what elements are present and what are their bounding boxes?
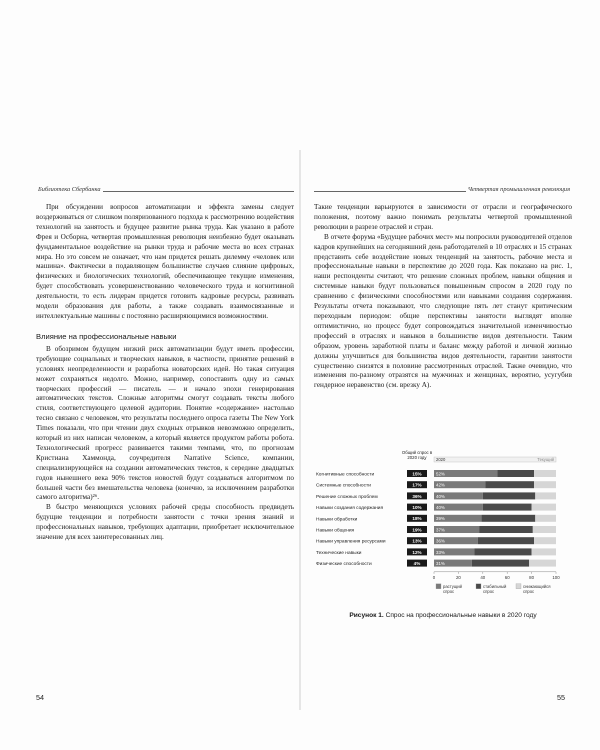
category-label: Навыки общения — [316, 528, 355, 534]
data-label: 40% — [436, 493, 445, 499]
category-label: Навыки создания содержания — [316, 506, 384, 512]
figure — [314, 448, 572, 619]
legend-label: стабильный — [483, 583, 507, 589]
bar-segment — [535, 515, 556, 522]
bar-segment — [534, 470, 556, 477]
bar-segment — [474, 548, 531, 555]
legend-label: спрос — [483, 588, 495, 594]
bar-segment — [532, 504, 556, 511]
x-tick-label: 0 — [432, 574, 436, 580]
legend-swatch — [516, 584, 521, 589]
x-tick-label: 60 — [504, 574, 510, 580]
paragraph: При обсуждении вопросов автоматизации и эффекта замены следует воздерживаться от слишком поляризованного подхода к рассмотрению воздействия технологий на занятость и будущее развитие рынка труда. Как указано в работе Фрея и Осборна, четвертая промышленная революция неизбежно будет оказывать фундаментальное воздействие на рынки труда и рабочие места во всех странах мира. Но это совсем не означает, что нам придется решать дилемму «человек или машина». Фактически в подавляющем большинстве случаев слияние цифровых, физических и биологических технологий, обеспечивающее текущие изменения, будет способствовать усовершенствованию человеческого труда и когнитивной деятельности, то есть лидерам придется готовить кадровые ресурсы, развивать модели образования для работы, а также создавать взаимосвязанные и интеллектуальные машины с постоянно расширяющимися возможностями. — [36, 203, 294, 320]
legend-label: спрос — [443, 588, 455, 594]
figure-label: Рисунок 1. — [349, 612, 384, 619]
bar-header-left: 2020 — [436, 457, 446, 462]
share-label: 36% — [412, 493, 422, 499]
bar-segment — [529, 560, 556, 567]
data-label: 52% — [436, 471, 445, 477]
bar-segment — [485, 481, 534, 488]
figure-caption — [314, 612, 572, 619]
bar-segment — [479, 526, 533, 533]
category-label: Физические способности — [316, 562, 372, 568]
bar-segment — [472, 560, 529, 567]
data-label: 40% — [436, 505, 445, 510]
x-tick-label: 100 — [552, 574, 560, 580]
x-tick-label: 80 — [529, 574, 535, 580]
running-head-right — [314, 186, 572, 195]
bar-segment — [532, 548, 556, 555]
running-head-title: Библиотека Сбербанка — [38, 186, 101, 193]
paragraph: В отчете форума «Будущее рабочих мест» мы попросили руководителей отделов кадров крупнейших на сегодняшний день работодателей в 10 отраслях и 15 странах представить себе воздействие новых тенденций на занятость, рабочие места и профессиональные навыки в перспективе до 2020 года. Как показано на рис. 1, наши респонденты считают, что решение сложных проблем, навыки общения и системные навыки будут пользоваться повышенным спросом в 2020 году по сравнению с физическими способностями или навыками создания содержания. Результаты отчета показывают, что следующие пять лет станут критическим переходным периодом: общие перспективы занятости выглядят вполне оптимистично, но процесс будет сопровождаться значительной изменчивостью профессий в отраслях и навыков в большинстве видов деятельности. Таким образом, уровень заработной платы и баланс между работой и личной жизнью должны улучшиться для большинства видов деятельности, гарантии занятости существенно снизятся в половине рассмотренных отраслей. Также очевидно, что изменения по-разному отразятся на мужчинах и женщинах, вероятно, усугубив гендерное неравенство (см. врезку А). — [314, 232, 572, 390]
data-label: 33% — [436, 549, 445, 555]
share-label: 17% — [412, 482, 422, 488]
data-label: 42% — [436, 482, 445, 488]
share-label: 13% — [412, 538, 422, 544]
share-label: 15% — [412, 471, 422, 477]
skills-demand-chart — [314, 448, 572, 608]
bar-segment — [483, 492, 535, 499]
bar-segment — [534, 481, 556, 488]
bar-segment — [483, 504, 532, 511]
legend-label: спрос — [523, 588, 535, 594]
category-label: Решение сложных проблем — [316, 494, 378, 500]
x-tick-label: 40 — [480, 574, 486, 580]
bar-segment — [478, 537, 534, 544]
legend-swatch — [476, 584, 481, 589]
bar-segment — [535, 492, 556, 499]
bar-segment — [534, 537, 556, 544]
page-number-left: 54 — [36, 693, 44, 702]
data-label: 31% — [436, 561, 445, 566]
page-number-right: 55 — [557, 693, 565, 702]
legend-swatch — [436, 584, 441, 589]
data-label: 39% — [436, 516, 445, 522]
section-heading: Влияние на профессиональные навыки — [36, 331, 177, 341]
data-label: 37% — [436, 527, 445, 533]
running-head-left — [36, 186, 294, 195]
category-label: Системные способности — [316, 483, 371, 489]
share-label: 4% — [413, 561, 421, 566]
share-label: 19% — [412, 527, 422, 533]
left-page — [36, 186, 294, 686]
share-label: 10% — [412, 505, 422, 510]
legend-label: снижающийся — [523, 583, 551, 589]
right-page — [314, 186, 572, 686]
column-header-line: Общий спрос в — [401, 450, 433, 455]
category-label: Навыки обработки — [316, 517, 358, 523]
running-head-title: Четвертая промышленная революция — [467, 186, 570, 193]
paragraph: В быстро меняющихся условиях рабочей среды способность предвидеть будущие тенденции и потребности занятости с точки зрения знаний и профессиональных навыков, требующих адаптации, приобретает исключительное значение для всех заинтересованных лиц. — [36, 503, 294, 542]
category-label: Технические навыки — [316, 550, 362, 556]
bar-header-right: Текущий — [537, 457, 554, 462]
bar-segment — [482, 515, 536, 522]
category-label: Навыки управления ресурсами — [316, 539, 386, 545]
category-label: Когнитивные способности — [316, 472, 375, 478]
share-label: 12% — [412, 549, 422, 555]
legend-label: растущий — [443, 583, 462, 589]
figure-title: Спрос на профессиональные навыки в 2020 году — [383, 612, 537, 619]
bar-segment — [497, 470, 534, 477]
paragraph: В обозримом будущем низкий риск автоматизации будут иметь профессии, требующие социальных и творческих навыков, в частности, принятие решений в условиях неопределенности и разработка новаторских идей. Но такая ситуация может сохраняться недолго. Можно, например, сопоставить одну из самых творческих профессий — писатель — и начало эпохи генерирования автоматических текстов. Сложные алгоритмы смогут создавать тексты любого стиля, соответствующего целевой аудитории. Понятие «содержание» настолько тесно связано с человеком, что результаты последнего опроса газеты The New York Times показали, что при чтении двух сходных отрывков невозможно определить, который из них написан человеком, а который является продуктом работы робота. Технологический прогресс развивается такими темпами, что, по прогнозам Кристиана Хаммонда, соучредителя Narrative Science, компании, специализирующейся на создании автоматических текстов, к середине двадцатых годов нынешнего века 90% текстов новостей будут создаваться алгоритмом по большей части без вмешательства человека (конечно, за исключением разработки самого алгоритма)²⁶. — [36, 344, 294, 502]
data-label: 36% — [436, 538, 445, 544]
x-tick-label: 20 — [455, 574, 461, 580]
bar-segment — [533, 526, 556, 533]
column-header-line: 2020 году — [407, 455, 427, 460]
book-gutter — [299, 150, 301, 710]
column-header — [402, 450, 433, 460]
paragraph: Такие тенденции варьируются в зависимости от отрасли и географического положения, поэтому важно понимать результаты четвертой промышленной революции в разрезе отраслей и стран. — [314, 203, 572, 231]
share-label: 18% — [412, 516, 422, 522]
